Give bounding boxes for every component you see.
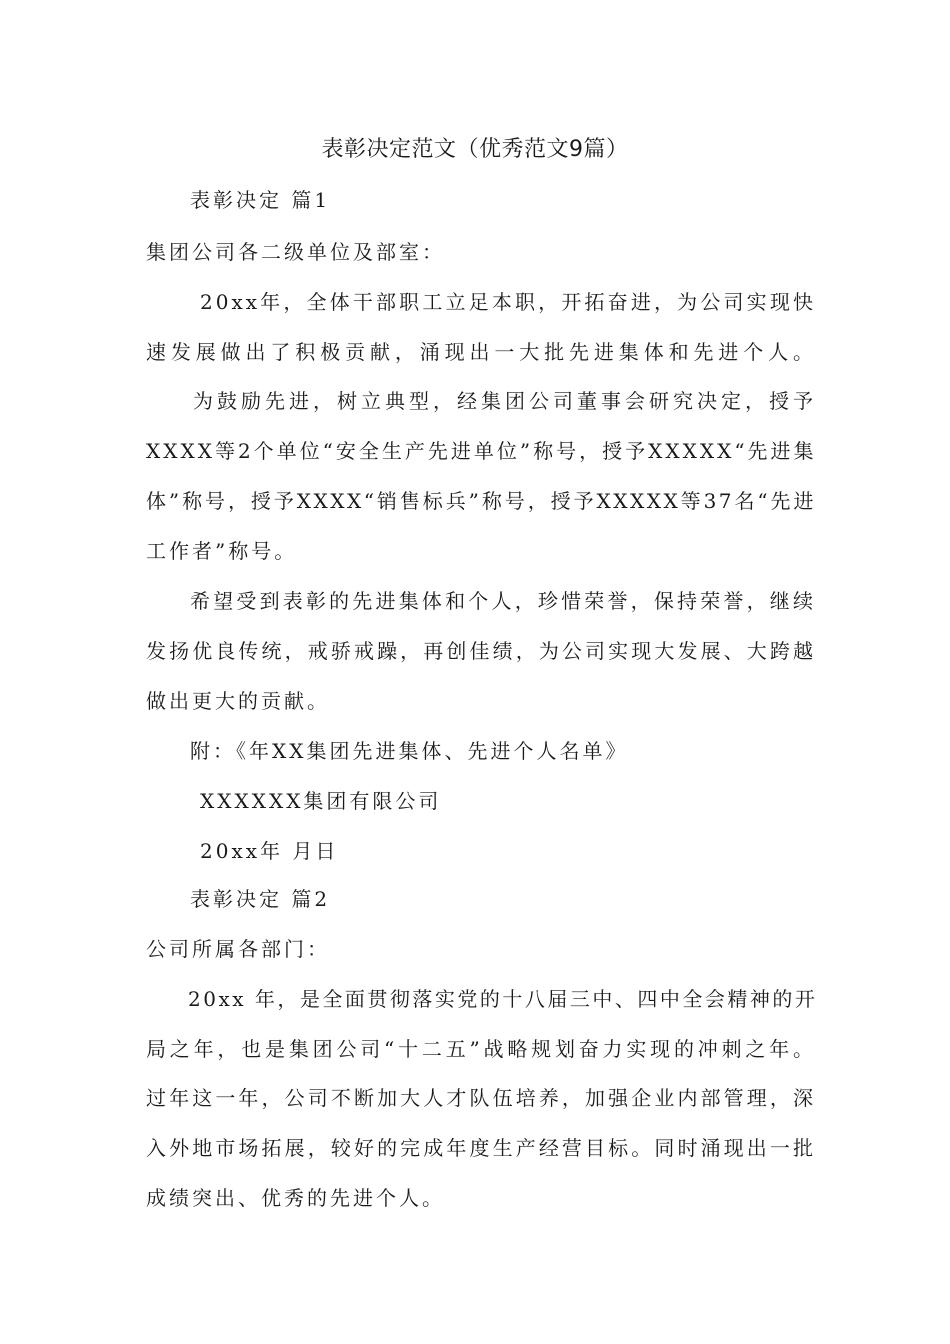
paragraph-line: 过年这一年，公司不断加大人才队伍培养，加强企业内部管理，深: [146, 1086, 816, 1110]
paragraph-line: 速发展做出了积极贡献，涌现出一大批先进集体和先进个人。: [146, 340, 816, 364]
attachment-line: 附：《年XX集团先进集体、先进个人名单》: [190, 739, 629, 763]
paragraph-line: 20xx 年，是全面贯彻落实党的十八届三中、四中全会精神的开: [188, 987, 818, 1011]
salutation-2: 公司所属各部门：: [146, 937, 330, 961]
paragraph-line: 希望受到表彰的先进集体和个人，珍惜荣誉，保持荣誉，继续: [190, 589, 816, 613]
paragraph-line: 入外地市场拓展，较好的完成年度生产经营目标。同时涌现出一批: [146, 1136, 816, 1160]
paragraph-line: 20xx年，全体干部职工立足本职，开拓奋进，为公司实现快: [200, 290, 816, 314]
signature-company: XXXXXX集团有限公司: [200, 789, 442, 813]
paragraph-line: 发扬优良传统，戒骄戒躁，再创佳绩，为公司实现大发展、大跨越: [146, 639, 816, 663]
section-heading-2: 表彰决定 篇2: [190, 887, 331, 911]
section-heading-1: 表彰决定 篇1: [190, 188, 331, 212]
document-title: 表彰决定范文（优秀范文9篇）: [321, 137, 629, 162]
signature-date: 20xx年 月日: [200, 839, 339, 863]
paragraph-line: 局之年，也是集团公司“十二五”战略规划奋力实现的冲刺之年。: [146, 1037, 816, 1061]
paragraph-line: 做出更大的贡献。: [146, 689, 330, 713]
paragraph-line: XXXX等2个单位“安全生产先进单位”称号，授予XXXXX“先进集: [146, 439, 817, 463]
paragraph-line: 成绩突出、优秀的先进个人。: [146, 1186, 445, 1210]
paragraph-line: 工作者”称号。: [146, 539, 298, 563]
paragraph-line: 体”称号，授予XXXX“销售标兵”称号，授予XXXXX等37名“先进: [146, 489, 816, 513]
salutation-1: 集团公司各二级单位及部室：: [146, 240, 445, 264]
paragraph-line: 为鼓励先进，树立典型，经集团公司董事会研究决定，授予: [193, 389, 816, 413]
